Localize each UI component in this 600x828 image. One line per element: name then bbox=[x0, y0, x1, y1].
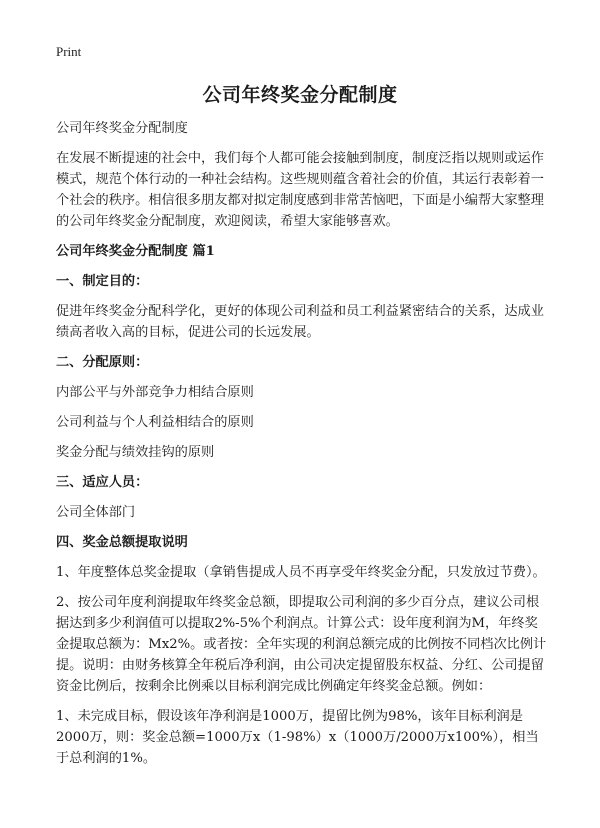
bonus-paragraph: 1、年度整体总奖金提取（拿销售提成人员不再享受年终奖金分配，只发放过节费）。 bbox=[56, 565, 546, 580]
applicable-staff-paragraph: 公司全体部门 bbox=[56, 505, 136, 520]
principle-item: 奖金分配与绩效挂钩的原则 bbox=[56, 445, 215, 460]
principle-item: 内部公平与外部竞争力相结合原则 bbox=[56, 385, 254, 400]
document-subtitle: 公司年终奖金分配制度 bbox=[56, 121, 188, 136]
intro-paragraph: 在发展不断提速的社会中，我们每个人都可能会接触到制度，制度泛指以规则或运作模式，规范个体行动的一种社会结构。这些规则蕴含着社会的价值，其运行表彰着一个社会的秩序。相信很多朋友都对拟定制度感到非常苦恼吧，下面是小编帮大家整理的公司年终奖金分配制度，欢迎阅读，希望大家能够喜欢。 bbox=[56, 151, 544, 229]
print-label: Print bbox=[56, 44, 82, 59]
heading-bonus-extraction: 四、奖金总额提取说明 bbox=[56, 535, 188, 550]
section-title: 公司年终奖金分配制度 篇1 bbox=[56, 244, 215, 259]
bonus-paragraph: 2、按公司年度利润提取年终奖金总额，即提取公司利润的多少百分点，建议公司根据达到多少利润值可以提取2%-5%个利润点。计算公式：设年度利润为M，年终奖金提取总额为：Mx2%。或者按：全年实现的利润总额完成的比例按不同档次比例计提。说明：由财务核算全年税后净利润，由公司决定提留股东权益、分红、公司提留资金比例后，按剩余比例乘以目标利润完成比例确定年终奖金总额。例如： bbox=[56, 595, 547, 694]
page-title: 公司年终奖金分配制度 bbox=[202, 84, 398, 106]
bonus-paragraph: 1、未完成目标，假设该年净利润是1000万，提留比例为98%，该年目标利润是2000万，则：奖金总额=1000万x（1-98%）x（1000万/2000万x100%），相当于总利润的1%。 bbox=[56, 709, 539, 766]
heading-applicable-staff: 三、适应人员： bbox=[56, 475, 149, 490]
document-body bbox=[56, 118, 550, 778]
principle-item: 公司利益与个人利益相结合的原则 bbox=[56, 415, 254, 430]
heading-principles: 二、分配原则： bbox=[56, 355, 149, 370]
heading-purpose: 一、制定目的： bbox=[56, 274, 149, 289]
purpose-paragraph: 促进年终奖金分配科学化，更好的体现公司利益和员工利益紧密结合的关系，达成业绩高者收入高的目标，促进公司的长远发展。 bbox=[56, 304, 544, 340]
